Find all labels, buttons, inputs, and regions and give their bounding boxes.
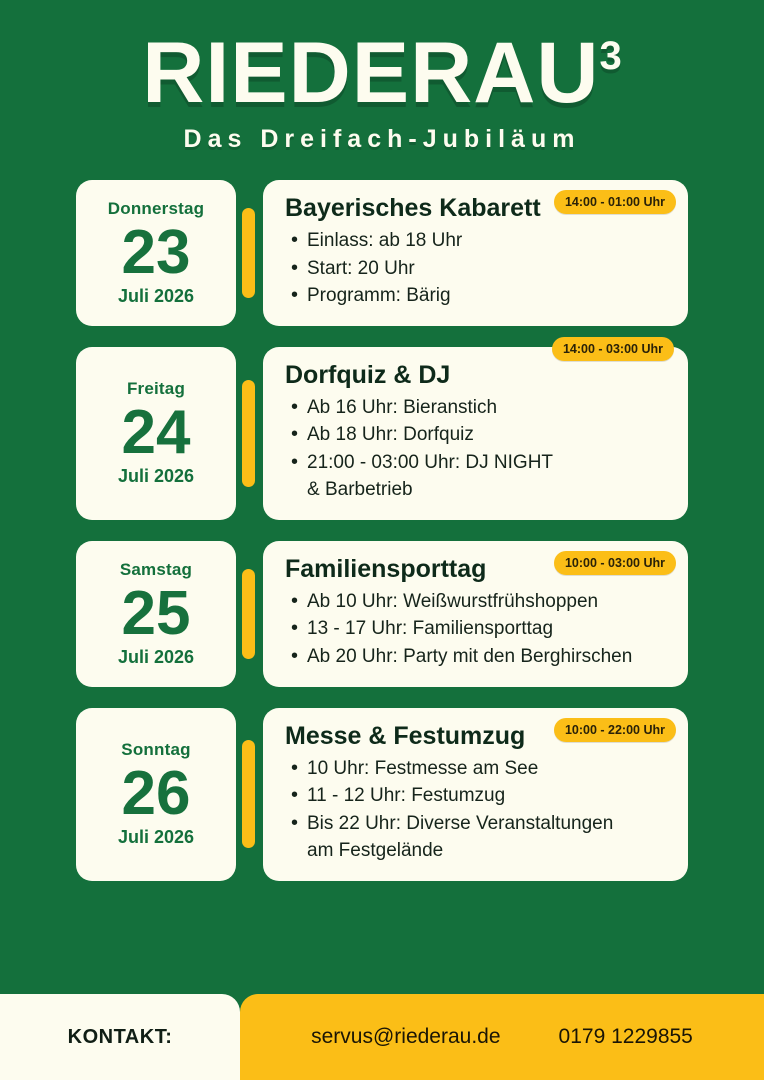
event-row <box>76 541 688 687</box>
event-items <box>285 755 670 865</box>
event-date-card <box>76 541 236 687</box>
event-month-year: Juli 2026 <box>117 827 195 848</box>
list-item: am Festgelände <box>307 840 444 862</box>
poster-header <box>0 0 764 154</box>
list-item: • 21:00 - 03:00 Uhr: DJ NIGHT <box>285 449 670 477</box>
event-day: 23 <box>121 217 191 287</box>
event-weekday: Donnerstag <box>107 198 205 218</box>
event-month-year: Juli 2026 <box>117 466 195 487</box>
event-title: Dorfquiz & DJ <box>285 360 451 389</box>
event-row <box>76 180 688 326</box>
event-day: 24 <box>121 398 191 468</box>
list-item: • Start: 20 Uhr <box>285 255 670 283</box>
list-item: • Ab 18 Uhr: Dorfquiz <box>285 421 670 449</box>
event-date-card <box>76 347 236 520</box>
event-date-card <box>76 708 236 881</box>
event-detail-card <box>263 341 688 520</box>
event-detail-card <box>263 180 688 326</box>
logo-superscript: 3 <box>599 34 622 78</box>
event-title: Familiensporttag <box>285 554 487 583</box>
list-item: • Bis 22 Uhr: Diverse Veranstaltungen <box>285 810 670 838</box>
logo-wordmark: RIEDERAU <box>142 25 600 121</box>
event-title: Bayerisches Kabarett <box>285 194 541 223</box>
contact-email-link[interactable]: servus@riederau.de <box>311 1025 501 1048</box>
event-title: Messe & Festumzug <box>285 721 526 750</box>
accent-bar <box>242 569 255 659</box>
list-item: & Barbetrieb <box>307 479 413 501</box>
event-month-year: Juli 2026 <box>117 646 195 667</box>
contact-label-block <box>0 994 240 1080</box>
event-time-badge: 10:00 - 03:00 Uhr <box>554 551 676 575</box>
event-items <box>285 588 670 671</box>
event-detail-card <box>263 708 688 881</box>
accent-bar <box>242 740 255 847</box>
event-detail-card <box>263 541 688 687</box>
list-item: • 11 - 12 Uhr: Festumzug <box>285 782 670 810</box>
event-month-year: Juli 2026 <box>117 286 195 307</box>
event-day: 25 <box>121 578 191 648</box>
contact-phone[interactable]: 0179 1229855 <box>558 1025 693 1048</box>
list-item: • Ab 16 Uhr: Bieranstich <box>285 394 670 422</box>
event-items <box>285 394 670 504</box>
list-item: • Programm: Bärig <box>285 282 670 310</box>
event-day: 26 <box>121 759 191 829</box>
list-item: • Ab 20 Uhr: Party mit den Berghirschen <box>285 643 670 671</box>
event-time-badge: 14:00 - 01:00 Uhr <box>554 190 676 214</box>
contact-details-block <box>240 994 764 1080</box>
event-time-badge: 14:00 - 03:00 Uhr <box>552 337 674 361</box>
event-weekday: Samstag <box>119 559 193 579</box>
list-item: • 10 Uhr: Festmesse am See <box>285 755 670 783</box>
event-weekday: Freitag <box>126 379 186 399</box>
event-time-badge: 10:00 - 22:00 Uhr <box>554 718 676 742</box>
list-item: • 13 - 17 Uhr: Familiensporttag <box>285 615 670 643</box>
poster-subtitle: Das Dreifach-Jubiläum <box>183 125 581 154</box>
contact-label: KONTAKT: <box>67 1025 173 1048</box>
list-item: • Ab 10 Uhr: Weißwurstfrühshoppen <box>285 588 670 616</box>
logo <box>142 25 622 121</box>
event-row <box>76 341 688 520</box>
accent-bar <box>242 208 255 298</box>
event-list <box>0 154 764 972</box>
event-row <box>76 708 688 881</box>
accent-bar <box>242 380 255 487</box>
list-item: • Einlass: ab 18 Uhr <box>285 227 670 255</box>
event-date-card <box>76 180 236 326</box>
event-items <box>285 227 670 310</box>
poster-footer <box>0 994 764 1080</box>
event-weekday: Sonntag <box>121 740 191 760</box>
